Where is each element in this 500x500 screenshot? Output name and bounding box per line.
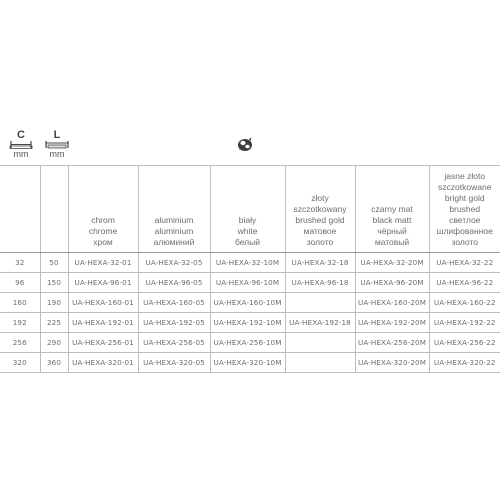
header-line: aluminium (154, 215, 194, 225)
l-dimension-icon (44, 130, 70, 160)
c-dimension-icon (8, 130, 34, 160)
header-line: матовый (374, 237, 410, 247)
cell-bright-gold: UA-HEXA-256-22 (429, 333, 500, 353)
cell-bright-gold: UA-HEXA-160-22 (429, 293, 500, 313)
table-row (0, 293, 500, 313)
cell-c: 96 (0, 273, 40, 293)
header-line: золото (451, 237, 478, 247)
cell-brushed-gold: UA-HEXA-96-18 (285, 273, 355, 293)
header-line: алюминий (153, 237, 195, 247)
cell-l: 290 (40, 333, 68, 353)
table-row (0, 353, 500, 373)
table-row (0, 313, 500, 333)
header-line: chrome (88, 226, 118, 236)
color-swatch-icon (236, 136, 254, 159)
header-line: złoty (311, 193, 329, 203)
cell-chrome: UA-HEXA-32-01 (68, 253, 138, 273)
cell-brushed-gold (285, 293, 355, 313)
header-line: матовое (303, 226, 337, 236)
header-line: aluminium (154, 226, 194, 236)
cell-bright-gold: UA-HEXA-320-22 (429, 353, 500, 373)
cell-aluminium: UA-HEXA-320-05 (138, 353, 210, 373)
cell-chrome: UA-HEXA-256-01 (68, 333, 138, 353)
cell-white: UA-HEXA-160-10M (210, 293, 285, 313)
cell-c: 192 (0, 313, 40, 333)
header-black-matt (355, 166, 429, 253)
cell-black-matt: UA-HEXA-160-20M (355, 293, 429, 313)
header-brushed-gold (285, 166, 355, 253)
c-dimension-label: C (17, 129, 25, 141)
cell-black-matt: UA-HEXA-320-20M (355, 353, 429, 373)
header-line: czarny mat (371, 204, 413, 214)
c-unit-label: mm (13, 149, 29, 159)
cell-c: 160 (0, 293, 40, 313)
header-line: brushed gold (295, 215, 345, 225)
header-chrome (68, 166, 138, 253)
cell-white: UA-HEXA-320-10M (210, 353, 285, 373)
header-line: jasne złoto (444, 171, 486, 181)
header-white (210, 166, 285, 253)
cell-brushed-gold (285, 333, 355, 353)
header-line: brushed (449, 204, 481, 214)
cell-l: 50 (40, 253, 68, 273)
header-line: szczotkowane (438, 182, 492, 192)
cell-aluminium: UA-HEXA-256-05 (138, 333, 210, 353)
header-line: bright gold (444, 193, 485, 203)
cell-l: 360 (40, 353, 68, 373)
table-row (0, 273, 500, 293)
cell-aluminium: UA-HEXA-96-05 (138, 273, 210, 293)
cell-bright-gold: UA-HEXA-96-22 (429, 273, 500, 293)
cell-bright-gold: UA-HEXA-192-22 (429, 313, 500, 333)
header-line: chrom (91, 215, 115, 225)
cell-white: UA-HEXA-192-10M (210, 313, 285, 333)
header-bright-gold (429, 166, 500, 253)
cell-white: UA-HEXA-32-10M (210, 253, 285, 273)
table-row (0, 253, 500, 273)
cell-bright-gold: UA-HEXA-32-22 (429, 253, 500, 273)
cell-brushed-gold (285, 353, 355, 373)
header-line: хром (93, 237, 113, 247)
cell-white: UA-HEXA-96-10M (210, 273, 285, 293)
header-line: белый (234, 237, 261, 247)
header-line: светлое (449, 215, 481, 225)
cell-brushed-gold: UA-HEXA-192-18 (285, 313, 355, 333)
cell-black-matt: UA-HEXA-256-20M (355, 333, 429, 353)
cell-aluminium: UA-HEXA-160-05 (138, 293, 210, 313)
header-line: шлифованное (436, 226, 493, 236)
header-line: biały (238, 215, 257, 225)
cell-chrome: UA-HEXA-192-01 (68, 313, 138, 333)
cell-c: 32 (0, 253, 40, 273)
cell-brushed-gold: UA-HEXA-32-18 (285, 253, 355, 273)
table-body (0, 253, 500, 373)
cell-chrome: UA-HEXA-160-01 (68, 293, 138, 313)
cell-aluminium: UA-HEXA-192-05 (138, 313, 210, 333)
header-l (40, 166, 68, 253)
cell-chrome: UA-HEXA-320-01 (68, 353, 138, 373)
cell-black-matt: UA-HEXA-32-20M (355, 253, 429, 273)
l-unit-label: mm (49, 149, 65, 159)
header-line: золото (306, 237, 334, 247)
cell-white: UA-HEXA-256-10M (210, 333, 285, 353)
cell-l: 225 (40, 313, 68, 333)
header-aluminium (138, 166, 210, 253)
cell-l: 190 (40, 293, 68, 313)
header-c (0, 166, 40, 253)
cell-c: 320 (0, 353, 40, 373)
product-table (0, 165, 500, 373)
l-dimension-label: L (53, 129, 61, 141)
cell-chrome: UA-HEXA-96-01 (68, 273, 138, 293)
cell-black-matt: UA-HEXA-192-20M (355, 313, 429, 333)
cell-l: 150 (40, 273, 68, 293)
header-line: чёрный (377, 226, 407, 236)
table-header-row (0, 166, 500, 253)
cell-aluminium: UA-HEXA-32-05 (138, 253, 210, 273)
header-line: white (237, 226, 258, 236)
cell-black-matt: UA-HEXA-96-20M (355, 273, 429, 293)
header-line: szczotkowany (293, 204, 347, 214)
header-icons (0, 130, 500, 165)
header-line: black matt (372, 215, 412, 225)
table-row (0, 333, 500, 353)
cell-c: 256 (0, 333, 40, 353)
